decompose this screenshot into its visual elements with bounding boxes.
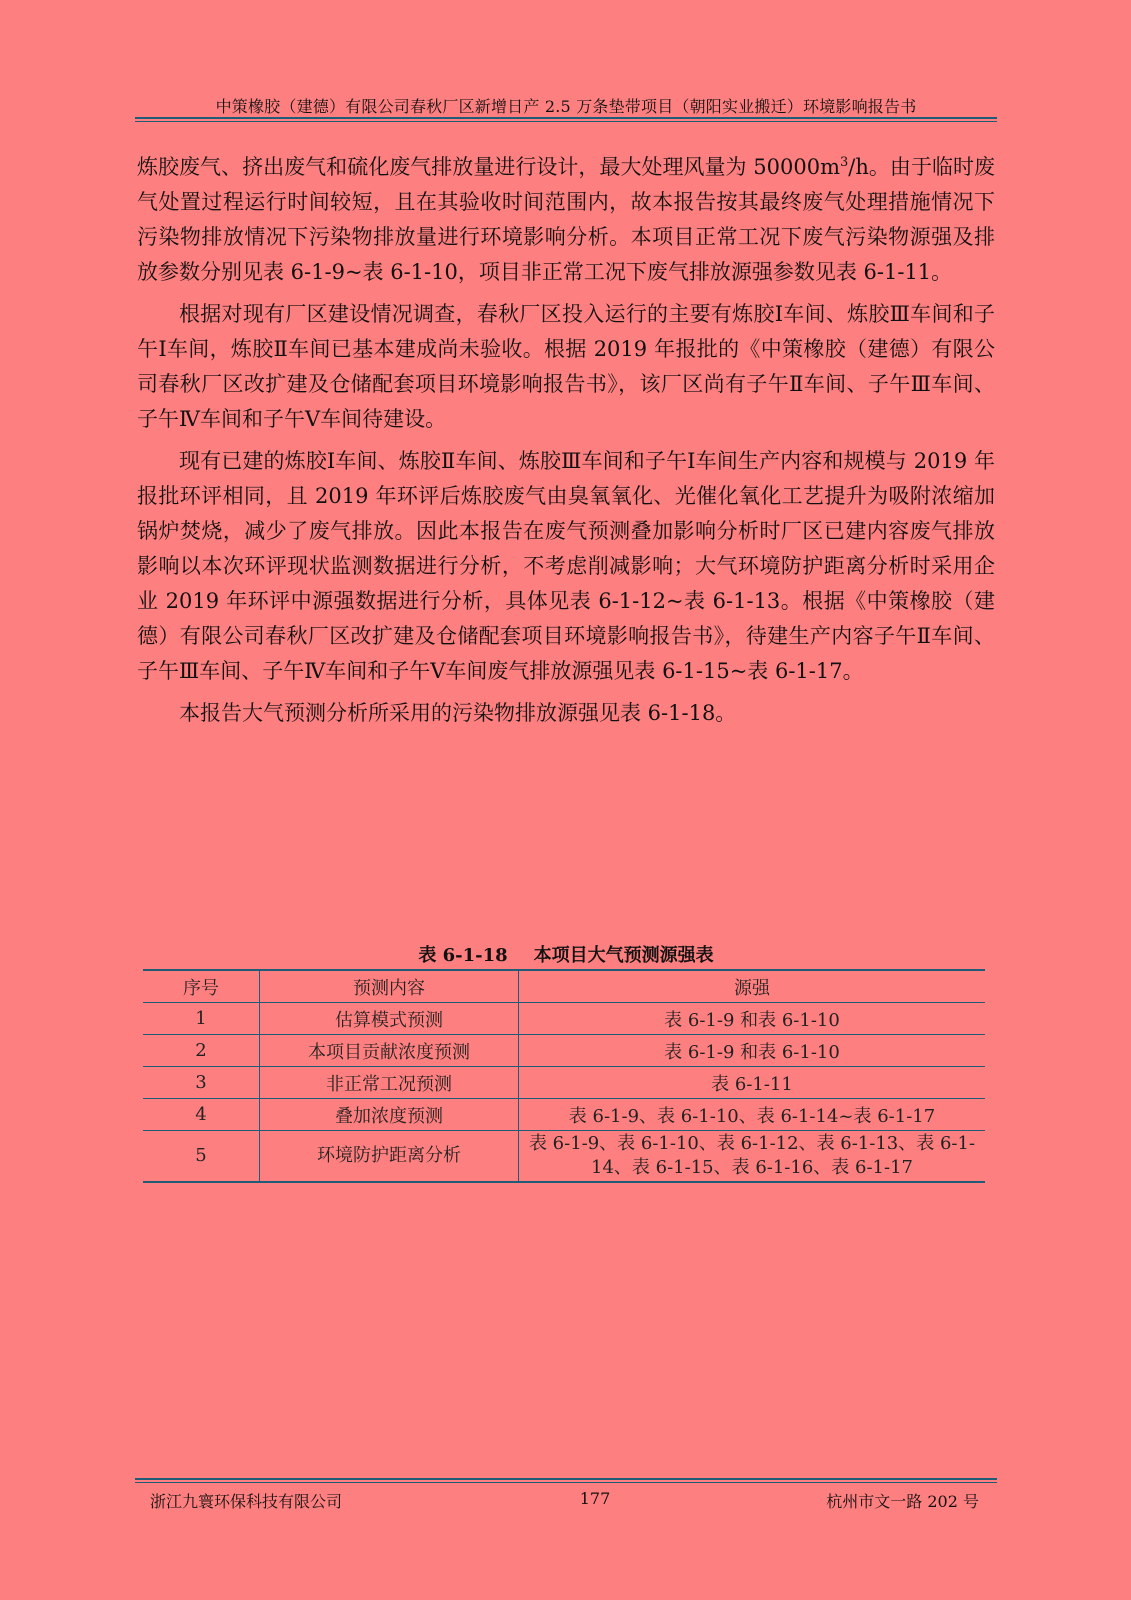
row-source-strength: 表 6-1-9、表 6-1-10、表 6-1-14~表 6-1-17 xyxy=(519,1099,986,1131)
row-prediction-content: 叠加浓度预测 xyxy=(260,1099,519,1131)
row-source-strength: 表 6-1-9、表 6-1-10、表 6-1-12、表 6-1-13、表 6-1-14、表 6-1-15、表 6-1-16、表 6-1-17 xyxy=(519,1131,986,1183)
paragraph-3: 现有已建的炼胶Ⅰ车间、炼胶Ⅱ车间、炼胶Ⅲ车间和子午Ⅰ车间生产内容和规模与 2019 年报批环评相同，且 2019 年环评后炼胶废气由臭氧氧化、光催化氧化工艺提升为吸附浓缩加锅炉焚烧，减少了废气排放。因此本报告在废气预测叠加影响分析时厂区已建内容废气排放影响以本次环评现状监测数据进行分析，不考虑削减影响；大气环境防护距离分析时采用企业 2019 年环评中源强数据进行分析，具体见表 6-1-12~表 6-1-13。根据《中策橡胶（建德）有限公司春秋厂区改扩建及仓储配套项目环境影响报告书》，待建生产内容子午Ⅱ车间、子午Ⅲ车间、子午Ⅳ车间和子午Ⅴ车间废气排放源强见表 6-1-15~表 6-1-17。 xyxy=(137,449,995,683)
source-strength-table xyxy=(143,969,985,1183)
footer-address: 杭州市文一路 202 号 xyxy=(826,1492,979,1511)
page-number: 177 xyxy=(579,1489,611,1508)
table-caption xyxy=(135,941,997,967)
table-row xyxy=(143,1099,985,1131)
row-prediction-content: 估算模式预测 xyxy=(260,1003,519,1035)
header-divider xyxy=(135,117,997,119)
header-index: 序号 xyxy=(143,970,260,1003)
paragraph-1 xyxy=(137,145,995,290)
row-index: 5 xyxy=(143,1131,260,1183)
row-source-strength: 表 6-1-9 和表 6-1-10 xyxy=(519,1003,986,1035)
table-caption-title: 本项目大气预测源强表 xyxy=(533,945,714,966)
row-source-strength: 表 6-1-11 xyxy=(519,1067,986,1099)
paragraph-1-part-b: /h。由于临时废气处置过程运行时间较短，且在其验收时间范围内，故本报告按其最终废气处理措施情况下污染物排放情况下污染物排放量进行环境影响分析。本项目正常工况下废气污染物源强及排放参数分别见表 6-1-9~表 6-1-10，项目非正常工况下废气排放源强参数见表 6-1-11。 xyxy=(137,155,996,284)
table-row xyxy=(143,1003,985,1035)
header-divider-thin xyxy=(135,121,997,122)
paragraph-2: 根据对现有厂区建设情况调查，春秋厂区投入运行的主要有炼胶Ⅰ车间、炼胶Ⅲ车间和子午Ⅰ车间，炼胶Ⅱ车间已基本建成尚未验收。根据 2019 年报批的《中策橡胶（建德）有限公司春秋厂区改扩建及仓储配套项目环境影响报告书》，该厂区尚有子午Ⅱ车间、子午Ⅲ车间、子午Ⅳ车间和子午Ⅴ车间待建设。 xyxy=(137,302,995,431)
footer-divider-thin xyxy=(135,1482,997,1483)
header-source-strength: 源强 xyxy=(519,970,986,1003)
superscript-3: 3 xyxy=(840,155,849,170)
paragraph-4: 本报告大气预测分析所采用的污染物排放源强见表 6-1-18。 xyxy=(179,701,737,725)
table-header-row xyxy=(143,970,985,1003)
paragraph-1-part-a: 炼胶废气、挤出废气和硫化废气排放量进行设计，最大处理风量为 50000m xyxy=(137,155,840,179)
table-row xyxy=(143,1131,985,1183)
row-prediction-content: 环境防护距离分析 xyxy=(260,1131,519,1183)
page-header-title: 中策橡胶（建德）有限公司春秋厂区新增日产 2.5 万条垫带项目（朝阳实业搬迁）环境影响报告书 xyxy=(215,97,917,116)
header-prediction-content: 预测内容 xyxy=(260,970,519,1003)
table-row xyxy=(143,1067,985,1099)
body-text xyxy=(137,145,995,738)
row-prediction-content: 本项目贡献浓度预测 xyxy=(260,1035,519,1067)
row-index: 3 xyxy=(143,1067,260,1099)
footer-divider xyxy=(135,1478,997,1480)
row-prediction-content: 非正常工况预测 xyxy=(260,1067,519,1099)
table-caption-number: 表 6-1-18 xyxy=(418,945,508,966)
row-index: 1 xyxy=(143,1003,260,1035)
table-row xyxy=(143,1035,985,1067)
row-index: 4 xyxy=(143,1099,260,1131)
row-index: 2 xyxy=(143,1035,260,1067)
footer-company: 浙江九寰环保科技有限公司 xyxy=(150,1492,343,1511)
row-source-strength: 表 6-1-9 和表 6-1-10 xyxy=(519,1035,986,1067)
